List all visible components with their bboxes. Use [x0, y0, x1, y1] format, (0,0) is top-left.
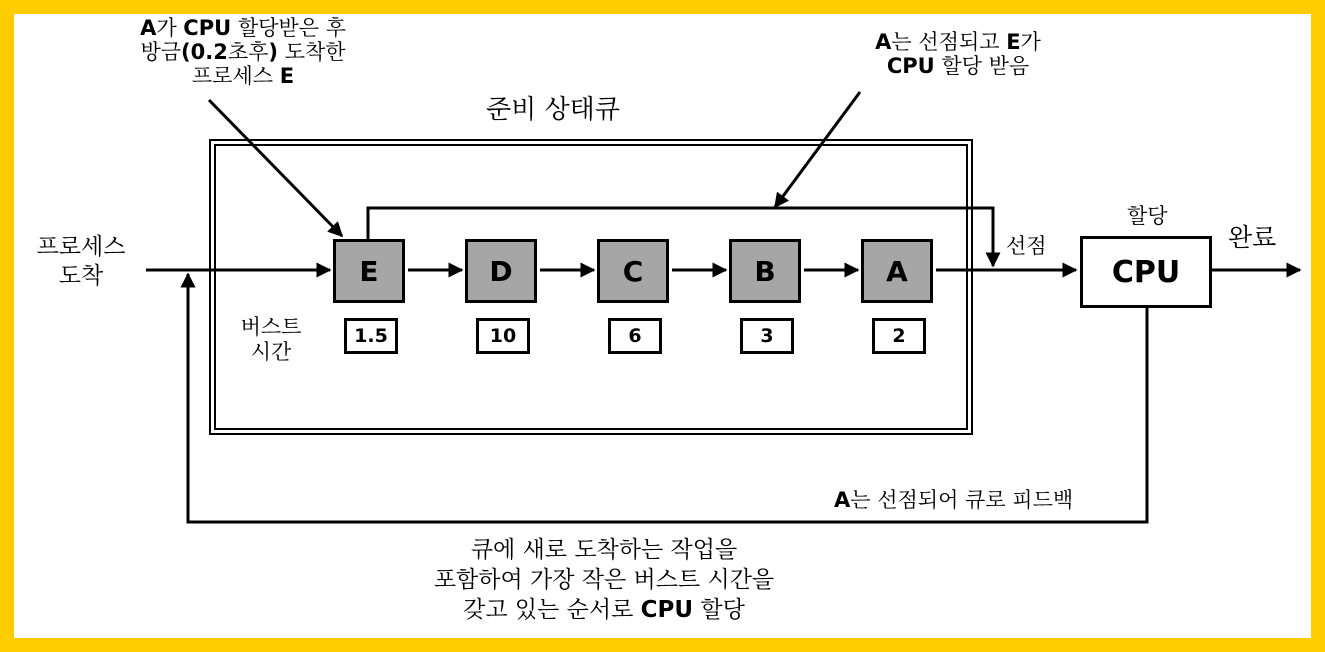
- caption-line1: 큐에 새로 도착하는 작업을: [470, 537, 738, 563]
- feedback-loop-line: [188, 274, 1147, 522]
- process-arrival-line1: 프로세스: [36, 234, 126, 260]
- burst-time-label: [226, 315, 316, 365]
- preempt-annotation: [840, 30, 1076, 78]
- arrival-annotation-line3: 프로세스 E: [191, 64, 295, 89]
- preempt-annotation-line2: CPU 할당 받음: [886, 54, 1030, 79]
- caption-line2: 포함하여 가장 작은 버스트 시간을: [433, 566, 775, 593]
- burst-time-line2: 시간: [250, 340, 292, 365]
- caption-line3: 갖고 있는 순서로 CPU 할당: [463, 596, 745, 623]
- arrival-annotation-line2: 방금(0.2초후) 도착한: [140, 40, 346, 65]
- feedback-annotation: A는 선점되어 큐로 피드백: [834, 488, 1074, 512]
- process-arrival-line2: 도착: [58, 262, 104, 289]
- ready-queue-title: 준비 상태큐: [486, 95, 620, 125]
- burst-box-e: 1.5: [344, 318, 398, 354]
- diagram-canvas: [14, 14, 1311, 638]
- burst-time-line1: 버스트: [240, 315, 302, 339]
- process-arrival-label: [26, 233, 136, 291]
- cpu-box: CPU: [1080, 236, 1212, 308]
- process-node-c: C: [597, 239, 669, 303]
- burst-box-b: 3: [740, 318, 794, 354]
- complete-label: 완료: [1228, 223, 1277, 252]
- preempt-annotation-line1: A는 선점되고 E가: [875, 30, 1041, 54]
- ready-queue-inner-border: [215, 145, 967, 429]
- preempt-label: 선점: [1006, 234, 1047, 258]
- burst-box-a: 2: [872, 318, 926, 354]
- arrival-annotation: [108, 16, 378, 88]
- ready-queue-outer-border: [210, 140, 972, 434]
- burst-box-c: 6: [608, 318, 662, 354]
- process-node-a: A: [861, 239, 933, 303]
- process-node-e: E: [333, 239, 405, 303]
- caption: [314, 536, 894, 626]
- process-node-b: B: [729, 239, 801, 303]
- allocate-label: 할당: [1127, 204, 1168, 228]
- process-node-d: D: [465, 239, 537, 303]
- burst-box-d: 10: [476, 318, 530, 354]
- arrival-annotation-arrow: [209, 100, 342, 236]
- arrival-annotation-line1: A가 CPU 할당받은 후: [140, 16, 346, 40]
- preempt-annotation-arrow: [775, 92, 860, 207]
